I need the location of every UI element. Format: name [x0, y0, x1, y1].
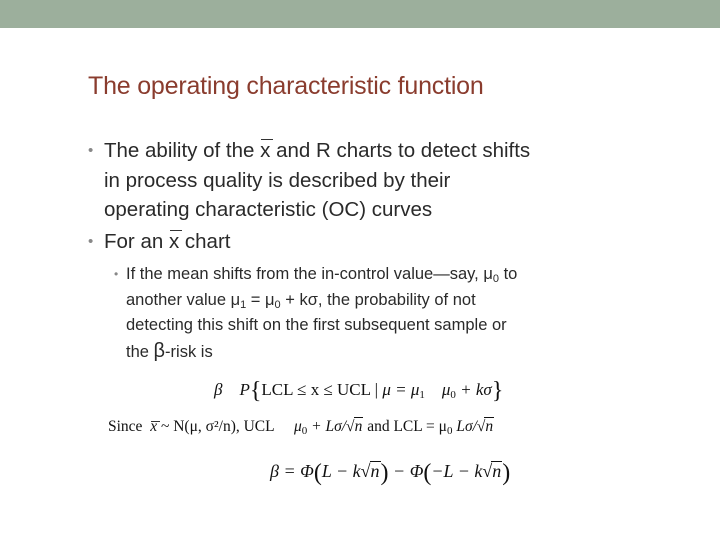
- subscript: 0: [492, 273, 499, 285]
- formula-symbol: P: [239, 380, 250, 399]
- left-brace-icon: {: [249, 378, 262, 404]
- bullet-item-ability: [88, 136, 696, 225]
- sub-bullet-mean-shift: [114, 262, 606, 365]
- sub-bullet-text: -risk is: [165, 342, 213, 361]
- bullet-dot-icon: •: [88, 232, 94, 250]
- sub-bullet-text: = μ: [246, 290, 275, 309]
- formula-symbol: μ: [441, 380, 451, 399]
- slide-title: The operating characteristic function: [88, 72, 484, 100]
- bullet1-line2: in process quality is described by their: [104, 168, 451, 192]
- subscript: 0: [446, 425, 453, 437]
- sub-bullet-text: to: [498, 265, 518, 283]
- bullet1-text-rest: and R charts to detect shifts: [276, 139, 531, 162]
- sub-bullet-text: + kσ, the probability of not: [280, 290, 476, 309]
- sub-bullet-text: If the mean shifts from the in-control value—say, μ: [126, 265, 493, 283]
- formula-text: + kσ: [455, 380, 492, 399]
- top-band: [0, 0, 720, 28]
- subscript: 1: [419, 389, 425, 401]
- bullet-list: [88, 136, 696, 365]
- formula-symbol: β: [214, 380, 223, 399]
- control-limits-formula: Since x ~ N(μ, σ²/n), UCL $\mu_0 + L\sigma/√n$ and LCL = $\mu_0$ Lσ/√n: [108, 418, 494, 437]
- subscript: 0: [274, 298, 281, 311]
- formula-text: + Lσ/: [307, 418, 347, 435]
- formula-symbol: μ: [293, 418, 302, 435]
- sqrt-n: n: [354, 418, 363, 435]
- sub-bullet-text: detecting this shift on the first subsequent sample or: [126, 316, 507, 334]
- bullet1-line3: operating characteristic (OC) curves: [104, 198, 433, 221]
- formula-text: −L − k: [431, 461, 483, 481]
- subscript: 0: [450, 389, 456, 401]
- x-bar-symbol: x: [260, 136, 270, 166]
- bullet1-text-before: The ability of the: [104, 139, 255, 162]
- subscript: 0: [301, 425, 308, 437]
- formula-text: − Φ: [388, 461, 424, 481]
- formula-text: ~ N(μ, σ²/n), UCL: [157, 418, 275, 435]
- sub-bullet-dot-icon: •: [114, 267, 119, 281]
- formula-text: LCL ≤ x ≤ UCL: [261, 380, 371, 399]
- sqrt-n: n: [485, 418, 494, 435]
- beta-symbol: β: [153, 339, 166, 362]
- sub-bullet-text: another value μ: [126, 290, 241, 309]
- bullet2-text-before: For an: [104, 229, 164, 253]
- beta-risk-formula: β P{LCL ≤ x ≤ UCL | $\mu = \mu_1$ $\mu_0 + k\sigma$}: [214, 378, 504, 404]
- x-bar-symbol: x: [150, 418, 158, 435]
- bullet-dot-icon: •: [88, 142, 94, 159]
- formula-text: and LCL = μ: [367, 418, 447, 435]
- formula-text: L − k: [321, 461, 361, 481]
- formula-text: μ = μ: [382, 380, 420, 399]
- formula-text: Since: [108, 418, 143, 435]
- right-brace-icon: }: [491, 378, 504, 404]
- sub-bullet-text: the: [126, 342, 154, 361]
- subscript: 1: [240, 298, 247, 311]
- sqrt-n: n: [492, 461, 502, 481]
- formula-text: Lσ/: [452, 418, 477, 435]
- beta-phi-formula: β = Φ(L − k√n) − Φ(−L − k√n): [270, 460, 511, 486]
- x-bar-symbol: x: [169, 227, 179, 257]
- bullet2-text-after: chart: [184, 229, 231, 253]
- formula-text: β = Φ: [270, 461, 314, 481]
- bullet-item-xbar-chart: [88, 227, 696, 257]
- sqrt-n: n: [370, 461, 380, 481]
